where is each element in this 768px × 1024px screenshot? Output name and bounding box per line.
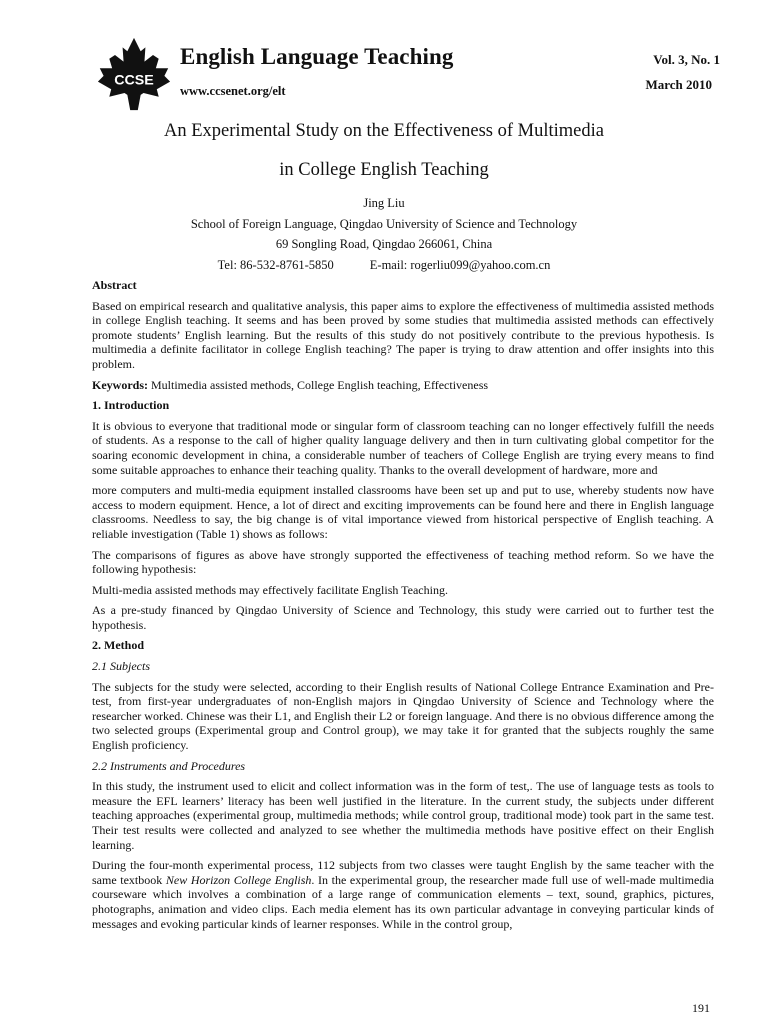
telephone: Tel: 86-532-8761-5850 xyxy=(217,258,334,272)
intro-paragraph-5: As a pre-study financed by Qingdao University of Science and Technology, this study were carried out to further test the hypothesis. xyxy=(92,603,714,632)
journal-name: English Language Teaching xyxy=(180,44,454,69)
contact-row xyxy=(0,258,768,273)
instruments-text-b: . In the experimental group, the researcher made full use of well-made multimedia courseware which involves a combination of a large range of communication elements – text, sound, graphics, pictures, photographs, animation and video clips. Each media element has its own particular advantage in conveying particular kinds of messages and evoking particular kinds of learner responses. While in the control group, xyxy=(92,872,715,931)
author-name: Jing Liu xyxy=(363,196,405,210)
ccse-maple-leaf-logo xyxy=(96,36,172,112)
page-number: 191 xyxy=(692,1001,710,1015)
intro-paragraph-3: The comparisons of figures as above have strongly supported the effectiveness of teaching method reform. So we have the following hypothesis: xyxy=(92,547,714,577)
article-title-line-1: An Experimental Study on the Effectiveness of Multimedia xyxy=(164,121,604,141)
volume-issue: Vol. 3, No. 1 xyxy=(653,52,720,67)
instruments-paragraph-1: In this study, the instrument used to elicit and collect information was in the form of test,. The use of language tests as tools to measure the EFL learners’ literacy has been well justified in the literature. In the current study, the subjects under different teaching approaches (experimental group, multimedia methods; while control group, traditional mode) took part in the same test. Their test results were collected and analyzed to see whether the multimedia methods have positive effect on their English learning. xyxy=(92,779,714,852)
abstract-text: Based on empirical research and qualitative analysis, this paper aims to explore the effectiveness of multimedia assisted methods in college English teaching. It seems and has been proved by some studies that multimedia assisted methods can effectively promote students’ English learning. But the results of this study do not positively contribute to the previous hypothesis. Is multimedia a definite facilitator in college English teaching? The paper is trying to draw attention and offer insights into this problem. xyxy=(92,298,714,371)
intro-paragraph-1: It is obvious to everyone that traditional mode or singular form of classroom teaching can no longer effectively fulfill the needs of students. As a response to the call of higher quality language delivery and then in turn cultivating global competitor for the soaring economic development in china, a considerable number of teachers of College English are trying every means to find some suitable approaches to enhance their teaching quality. Thanks to the overall development of hardware, more and xyxy=(92,418,714,477)
abstract-heading: Abstract xyxy=(92,278,137,292)
article-body xyxy=(92,278,714,937)
subjects-paragraph: The subjects for the study were selected, according to their English results of National College Entrance Examination and Pre-test, from first-year undergraduates of non-English majors in Qingdao University of Science and Technology where the researcher worked. Chinese was their L1, and English their L2 or foreign language. And there is no obvious difference among the two selected groups (Experimental group and Control group), we may take it for granted that the subjects roughly the same English proficiency. xyxy=(92,679,714,753)
issue-date: March 2010 xyxy=(645,77,712,92)
author-address: 69 Songling Road, Qingdao 266061, China xyxy=(275,237,493,251)
keywords-label: Keywords: xyxy=(92,377,148,392)
instruments-subheading: 2.2 Instruments and Procedures xyxy=(92,758,246,773)
intro-paragraph-4: Multi-media assisted methods may effectively facilitate English Teaching. xyxy=(92,582,448,597)
article-title-line-2: in College English Teaching xyxy=(279,160,489,180)
keywords-line xyxy=(92,378,714,393)
textbook-title: New Horizon College English xyxy=(165,872,312,887)
author-affiliation: School of Foreign Language, Qingdao University of Science and Technology xyxy=(190,217,578,231)
method-heading: 2. Method xyxy=(92,638,144,653)
subjects-subheading: 2.1 Subjects xyxy=(92,659,150,674)
instruments-paragraph-2 xyxy=(92,858,714,931)
introduction-heading: 1. Introduction xyxy=(92,398,170,413)
journal-header xyxy=(0,0,768,110)
logo-text: CCSE xyxy=(114,72,154,89)
journal-url[interactable]: www.ccsenet.org/elt xyxy=(180,84,286,98)
email[interactable]: E-mail: rogerliu099@yahoo.com.cn xyxy=(369,258,551,272)
instruments-text-a: During the four-month experimental process, 112 subjects from two classes were taught English by the same teacher with the same textbook xyxy=(92,858,714,887)
intro-paragraph-2: more computers and multi-media equipment installed classrooms have been set up and put to use, whereby students now have access to modern equipment. Hence, a lot of direct and exciting improvements can be found here and there in English language classrooms. Needless to say, the big change is of vital importance viewed from historical perspective of English teaching. A reliable investigation (Table 1) shows as follows: xyxy=(92,483,714,541)
keywords-text: Multimedia assisted methods, College English teaching, Effectiveness xyxy=(148,377,489,392)
